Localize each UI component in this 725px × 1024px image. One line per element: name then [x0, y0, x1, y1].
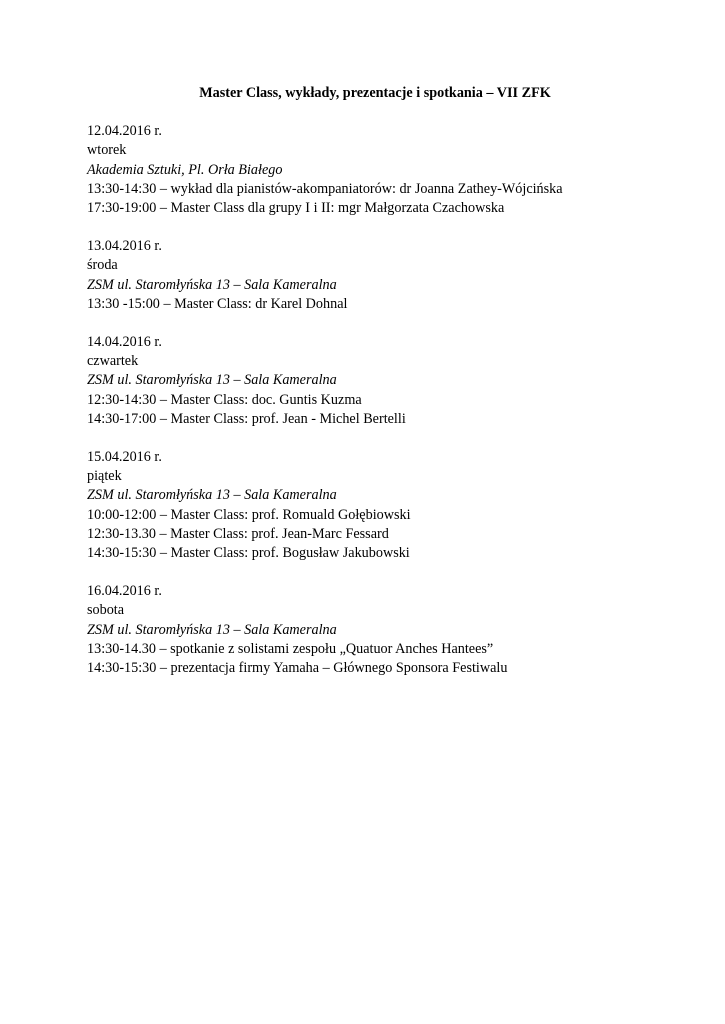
- day-date: 13.04.2016 r.: [87, 238, 162, 255]
- day-block-2: [87, 237, 647, 314]
- event-line: 13:30-14.30 – spotkanie z solistami zespołu „Quatuor Anches Hantees”: [87, 640, 494, 657]
- event-line: 14:30-17:00 – Master Class: prof. Jean - Michel Bertelli: [87, 410, 406, 427]
- day-weekday: wtorek: [87, 142, 127, 159]
- event-line: 12:30-13.30 – Master Class: prof. Jean-Marc Fessard: [87, 525, 389, 542]
- day-venue: ZSM ul. Staromłyńska 13 – Sala Kameralna: [87, 487, 337, 504]
- day-date: 12.04.2016 r.: [87, 123, 162, 140]
- day-venue: ZSM ul. Staromłyńska 13 – Sala Kameralna: [87, 372, 337, 389]
- event-line: 13:30 -15:00 – Master Class: dr Karel Dohnal: [87, 295, 348, 312]
- event-line: 10:00-12:00 – Master Class: prof. Romuald Gołębiowski: [87, 506, 411, 523]
- day-weekday: środa: [87, 257, 118, 274]
- day-weekday: czwartek: [87, 353, 139, 370]
- event-line: 13:30-14:30 – wykład dla pianistów-akompaniatorów: dr Joanna Zathey-Wójcińska: [87, 180, 563, 197]
- day-weekday: piątek: [87, 468, 122, 485]
- day-weekday: sobota: [87, 602, 125, 619]
- day-venue: ZSM ul. Staromłyńska 13 – Sala Kameralna: [87, 276, 337, 293]
- event-line: 17:30-19:00 – Master Class dla grupy I i II: mgr Małgorzata Czachowska: [87, 200, 505, 217]
- event-line: 12:30-14:30 – Master Class: doc. Guntis Kuzma: [87, 391, 362, 408]
- day-venue: Akademia Sztuki, Pl. Orła Białego: [87, 161, 283, 178]
- day-date: 14.04.2016 r.: [87, 334, 162, 351]
- day-venue: ZSM ul. Staromłyńska 13 – Sala Kameralna: [87, 621, 337, 638]
- day-date: 15.04.2016 r.: [87, 449, 162, 466]
- event-line: 14:30-15:30 – prezentacja firmy Yamaha – Głównego Sponsora Festiwalu: [87, 660, 508, 677]
- day-block-1: [87, 122, 647, 218]
- day-block-3: [87, 333, 647, 429]
- day-block-4: [87, 448, 647, 563]
- event-line: 14:30-15:30 – Master Class: prof. Bogusław Jakubowski: [87, 545, 410, 562]
- document-title: Master Class, wykłady, prezentacje i spotkania – VII ZFK: [199, 85, 551, 101]
- day-date: 16.04.2016 r.: [87, 583, 162, 600]
- document-page: [87, 84, 647, 697]
- day-block-5: [87, 582, 647, 678]
